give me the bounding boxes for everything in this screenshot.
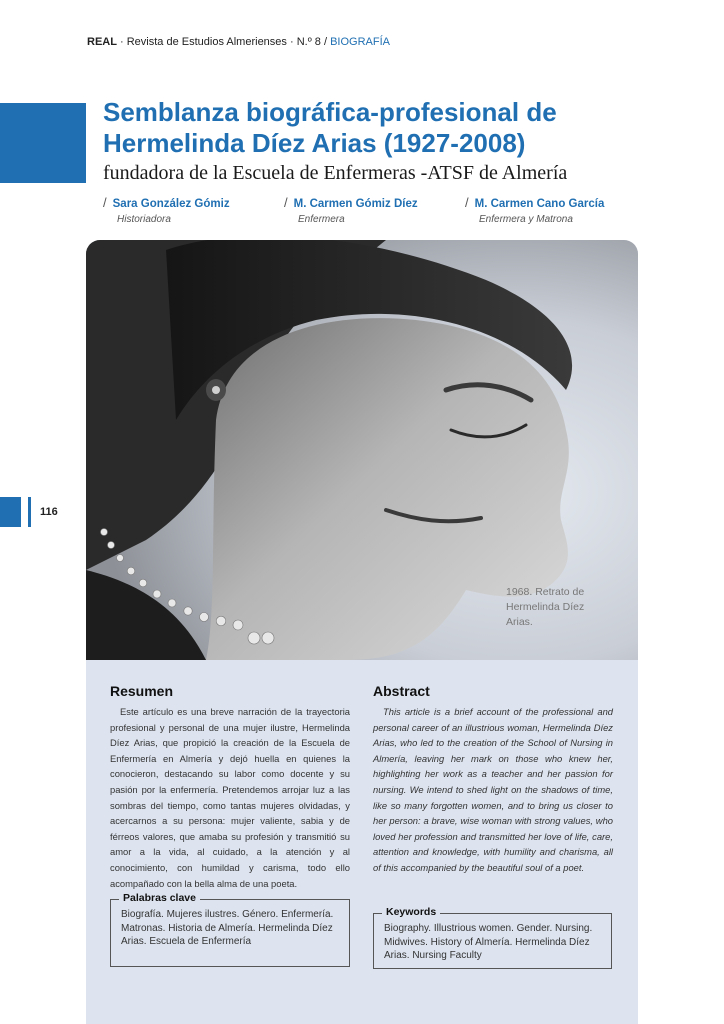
caption-line-3: Arias. [506, 616, 533, 628]
running-header [87, 36, 390, 48]
author-role: Enfermera y Matrona [479, 214, 573, 225]
keywords-box [373, 906, 612, 969]
author-slash: / [103, 195, 107, 210]
author-slash: / [465, 195, 469, 210]
article-subtitle: fundadora de la Escuela de Enfermeras -ATSF de Almería [103, 162, 568, 184]
resumen-text: Este artículo es una breve narración de la trayectoria profesional y personal de una mujer ilustre, Hermelinda Díez Arias, que propició la creación de la Escuela de Enfermería en Almería y dejó huella en quienes la conocieron, destacando su labor como docente y su pasión por la enfermería. Pretendemos arrojar luz a las sombras del tiempo, como tantas mujeres olvidadas, y acercarnos a su persona: mujer valiente, sabia y de férreos valores, que amaba su profesión y transmitió su amor a la vida, al cuidado, a la atención y al conocimiento, con humildad y carisma, todo ello acompañado con la bella alma de una poeta. [110, 706, 350, 889]
palabras-clave-text: Biografía. Mujeres ilustres. Género. Enfermería. Matronas. Historia de Almería. Hermelinda Díez Arias. Escuela de Enfermería [121, 909, 334, 947]
author-slash: / [284, 195, 288, 210]
journal-info: · Revista de Estudios Almerienses · N.º 8 / [116, 36, 331, 48]
abstract-heading: Abstract [373, 683, 430, 699]
author-2 [284, 194, 418, 225]
photo-caption [506, 585, 616, 630]
author-1 [103, 194, 230, 225]
title-line-1: Semblanza biográfica-profesional de [103, 97, 557, 127]
journal-name: REAL [87, 36, 117, 48]
caption-line-2: Hermelinda Díez [506, 601, 585, 613]
section-name: BIOGRAFÍA [330, 36, 390, 48]
title-accent-block [0, 103, 86, 183]
author-role: Enfermera [298, 214, 345, 225]
palabras-clave-box [110, 892, 350, 967]
author-3 [465, 194, 604, 225]
page-number-bar [0, 497, 21, 527]
author-role: Historiadora [117, 214, 171, 225]
author-name: Sara González Gómiz [112, 198, 230, 210]
keywords-text: Biography. Illustrious women. Gender. Nursing. Midwives. History of Almería. Hermelinda Díez Arias. Nursing Faculty [384, 923, 593, 961]
title-line-2: Hermelinda Díez Arias (1927-2008) [103, 128, 526, 158]
article-title [103, 97, 703, 159]
keywords-label: Keywords [382, 906, 440, 920]
author-name: M. Carmen Cano García [474, 198, 605, 210]
resumen-heading: Resumen [110, 683, 174, 699]
author-name: M. Carmen Gómiz Díez [293, 198, 418, 210]
palabras-clave-label: Palabras clave [119, 892, 200, 906]
page-number: 116 [40, 506, 58, 518]
caption-line-1: 1968. Retrato de [506, 586, 585, 598]
abstract-text: This article is a brief account of the professional and personal career of an illustrious woman, Hermelinda Díez Arias, who led to the creation of the School of Nursing in Almería, leaving her mark on those who knew her, highlighting her work as a teacher and her passion for nursing. We intend to shed light on the shadows of time, like so many forgotten women, and to bring us closer to her person: a brave, wise woman with strong values, who loved her profession and transmitted her love of life, care, attention and knowledge, with humility and charisma, all of this accompanied by the beautiful soul of a poet. [373, 706, 613, 873]
page-number-divider [28, 497, 31, 527]
